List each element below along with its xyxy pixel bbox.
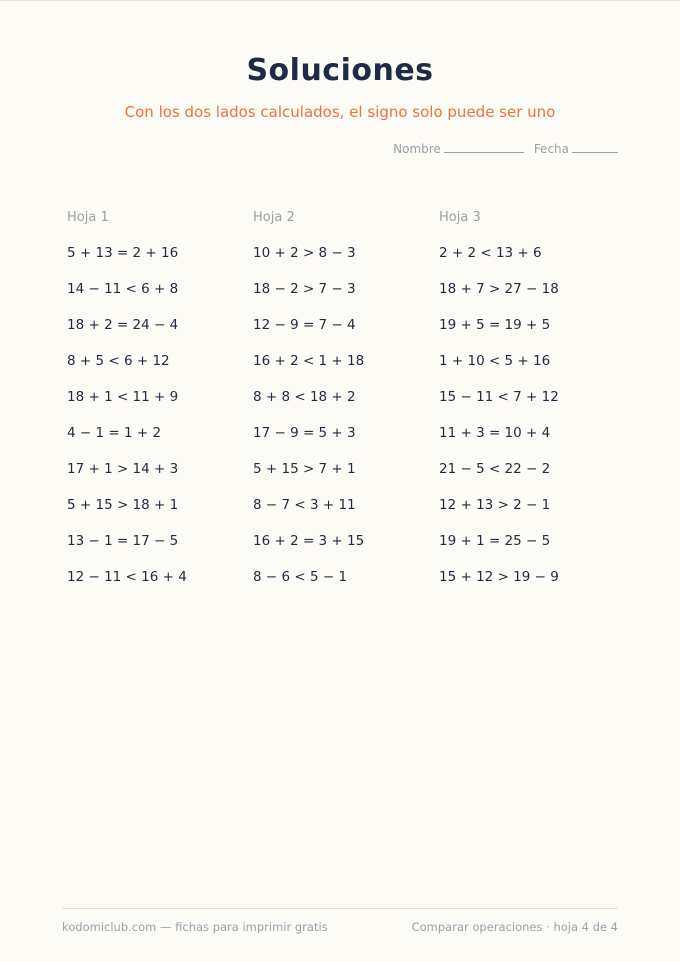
- sheet-column-3: [439, 210, 625, 604]
- comparison-row: 8 − 7 < 3 + 11: [253, 497, 356, 513]
- date-blank-line: [572, 140, 618, 153]
- comparison-row: 12 − 9 = 7 − 4: [253, 317, 356, 333]
- comparison-row: 19 + 5 = 19 + 5: [439, 317, 551, 333]
- comparison-row: 8 − 6 < 5 − 1: [253, 569, 348, 585]
- comparison-row: 18 + 1 < 11 + 9: [67, 389, 179, 405]
- comparison-row: 12 + 13 > 2 − 1: [439, 497, 551, 513]
- comparison-row: 17 + 1 > 14 + 3: [67, 461, 179, 477]
- name-date-fields: [393, 140, 618, 156]
- comparison-row: 13 − 1 = 17 − 5: [67, 533, 179, 549]
- comparison-row: 1 + 10 < 5 + 16: [439, 353, 551, 369]
- comparison-row: 2 + 2 < 13 + 6: [439, 245, 542, 261]
- footer-page-info: Comparar operaciones · hoja 4 de 4: [411, 920, 618, 934]
- comparison-row: 4 − 1 = 1 + 2: [67, 425, 162, 441]
- comparison-row: 11 + 3 = 10 + 4: [439, 425, 551, 441]
- name-blank-line: [444, 140, 524, 153]
- name-field: [393, 140, 524, 156]
- date-field: [534, 140, 618, 156]
- sheet-column-2: [253, 210, 439, 604]
- comparison-row: 12 − 11 < 16 + 4: [67, 569, 187, 585]
- sheet-heading: Hoja 1: [67, 210, 109, 225]
- comparison-row: 15 + 12 > 19 − 9: [439, 569, 559, 585]
- comparison-row: 8 + 5 < 6 + 12: [67, 353, 170, 369]
- solutions-columns: [67, 210, 627, 604]
- sheet-heading: Hoja 3: [439, 210, 481, 225]
- comparison-row: 5 + 13 = 2 + 16: [67, 245, 179, 261]
- sheet-column-1: [67, 210, 253, 604]
- comparison-row: 21 − 5 < 22 − 2: [439, 461, 551, 477]
- sheet-heading: Hoja 2: [253, 210, 295, 225]
- footer-site-credit: kodomiclub.com — fichas para imprimir gratis: [62, 920, 328, 934]
- footer-divider: [62, 908, 618, 909]
- comparison-row: 16 + 2 < 1 + 18: [253, 353, 365, 369]
- comparison-row: 15 − 11 < 7 + 12: [439, 389, 559, 405]
- comparison-row: 5 + 15 > 18 + 1: [67, 497, 179, 513]
- name-label: Nombre: [393, 142, 441, 156]
- comparison-row: 19 + 1 = 25 − 5: [439, 533, 551, 549]
- comparison-row: 17 − 9 = 5 + 3: [253, 425, 356, 441]
- comparison-row: 8 + 8 < 18 + 2: [253, 389, 356, 405]
- comparison-row: 10 + 2 > 8 − 3: [253, 245, 356, 261]
- comparison-row: 18 − 2 > 7 − 3: [253, 281, 356, 297]
- comparison-row: 18 + 7 > 27 − 18: [439, 281, 559, 297]
- date-label: Fecha: [533, 142, 569, 156]
- comparison-row: 16 + 2 = 3 + 15: [253, 533, 365, 549]
- comparison-row: 18 + 2 = 24 − 4: [67, 317, 179, 333]
- comparison-row: 14 − 11 < 6 + 8: [67, 281, 179, 297]
- page-subtitle: Con los dos lados calculados, el signo solo puede ser uno: [124, 103, 556, 121]
- page-title: Soluciones: [246, 53, 434, 88]
- comparison-row: 5 + 15 > 7 + 1: [253, 461, 356, 477]
